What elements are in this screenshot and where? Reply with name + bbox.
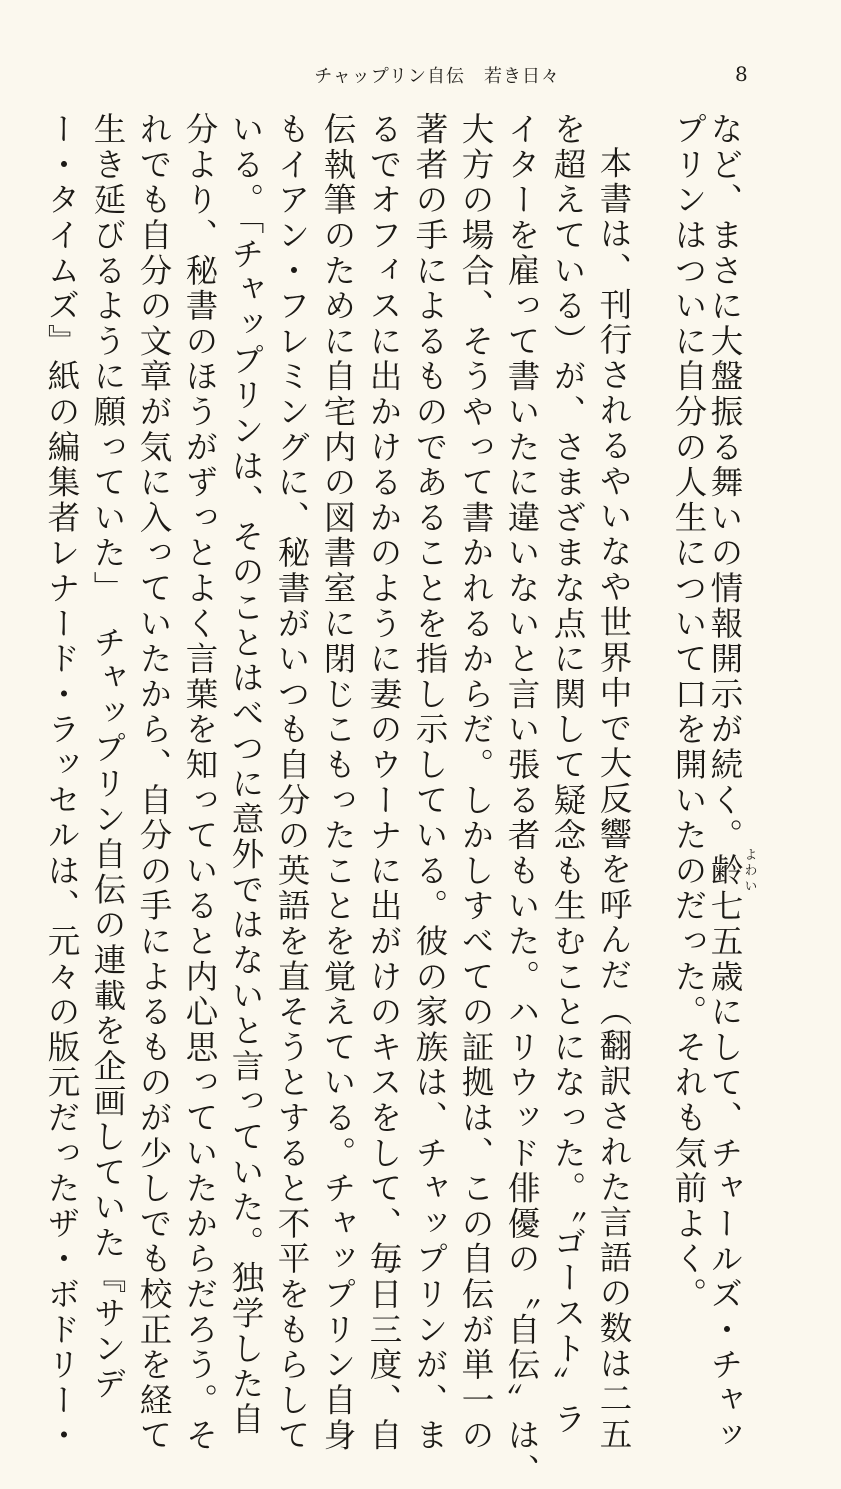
text-column: プリンはついに自分の人生について口を開いたのだった。それも気前よく。 [670, 112, 708, 1313]
ruby-reading: よわい [741, 847, 757, 895]
text-column: 生き延びるように願っていた」 チャップリン自伝の連載を企画していた『サンデ [89, 112, 127, 1402]
running-header-title: チャップリン自伝 若き日々 [314, 66, 560, 87]
text-column: いる。「チャップリンは、そのことはべつに意外ではないと言っていた。独学した自 [227, 112, 265, 1438]
text-run: など、まさに大盤振る舞いの情報開示が続く。 [706, 112, 744, 854]
text-column: 分より、秘書のほうがずっとよく言葉を知っていると内心思っていたからだろう。そ [181, 112, 219, 1454]
ruby-base: 齢 [706, 847, 744, 895]
text-column: を超えている）が、さまざまな点に関して疑念も生むことになった。〝ゴースト〟ラ [549, 112, 587, 1438]
text-column: るでオフィスに出かけるかのように妻のウーナに出がけのキスをして、毎日三度、自 [365, 112, 403, 1454]
text-column [706, 112, 757, 1454]
text-run: 七五歳にして、チャールズ・チャッ [706, 888, 744, 1454]
text-column: 伝執筆のために自宅内の図書室に閉じこもったことを覚えている。チャップリン自身 [319, 112, 357, 1454]
text-column: イターを雇って書いたに違いないと言い張る者もいた。ハリウッド俳優の〝自伝〟は、 [503, 112, 541, 1489]
page-number: 8 [735, 62, 748, 86]
text-column: 大方の場合、そうやって書かれるからだ。しかしすべての証拠は、この自伝が単一の [457, 112, 495, 1454]
text-column: ー・タイムズ』紙の編集者レナード・ラッセルは、元々の版元だったザ・ボドリー・ [43, 112, 81, 1454]
text-column: 著者の手によるものであることを指し示している。彼の家族は、チャップリンが、ま [411, 112, 449, 1454]
text-column: もイアン・フレミングに、秘書がいつも自分の英語を直そうとすると不平をもらして [273, 112, 311, 1454]
text-column: れでも自分の文章が気に入っていたから、自分の手によるものが少しでも校正を経て [135, 112, 173, 1454]
text-column: 本書は、刊行されるやいなや世界中で大反響を呼んだ（翻訳された言語の数は二五 [595, 146, 633, 1453]
